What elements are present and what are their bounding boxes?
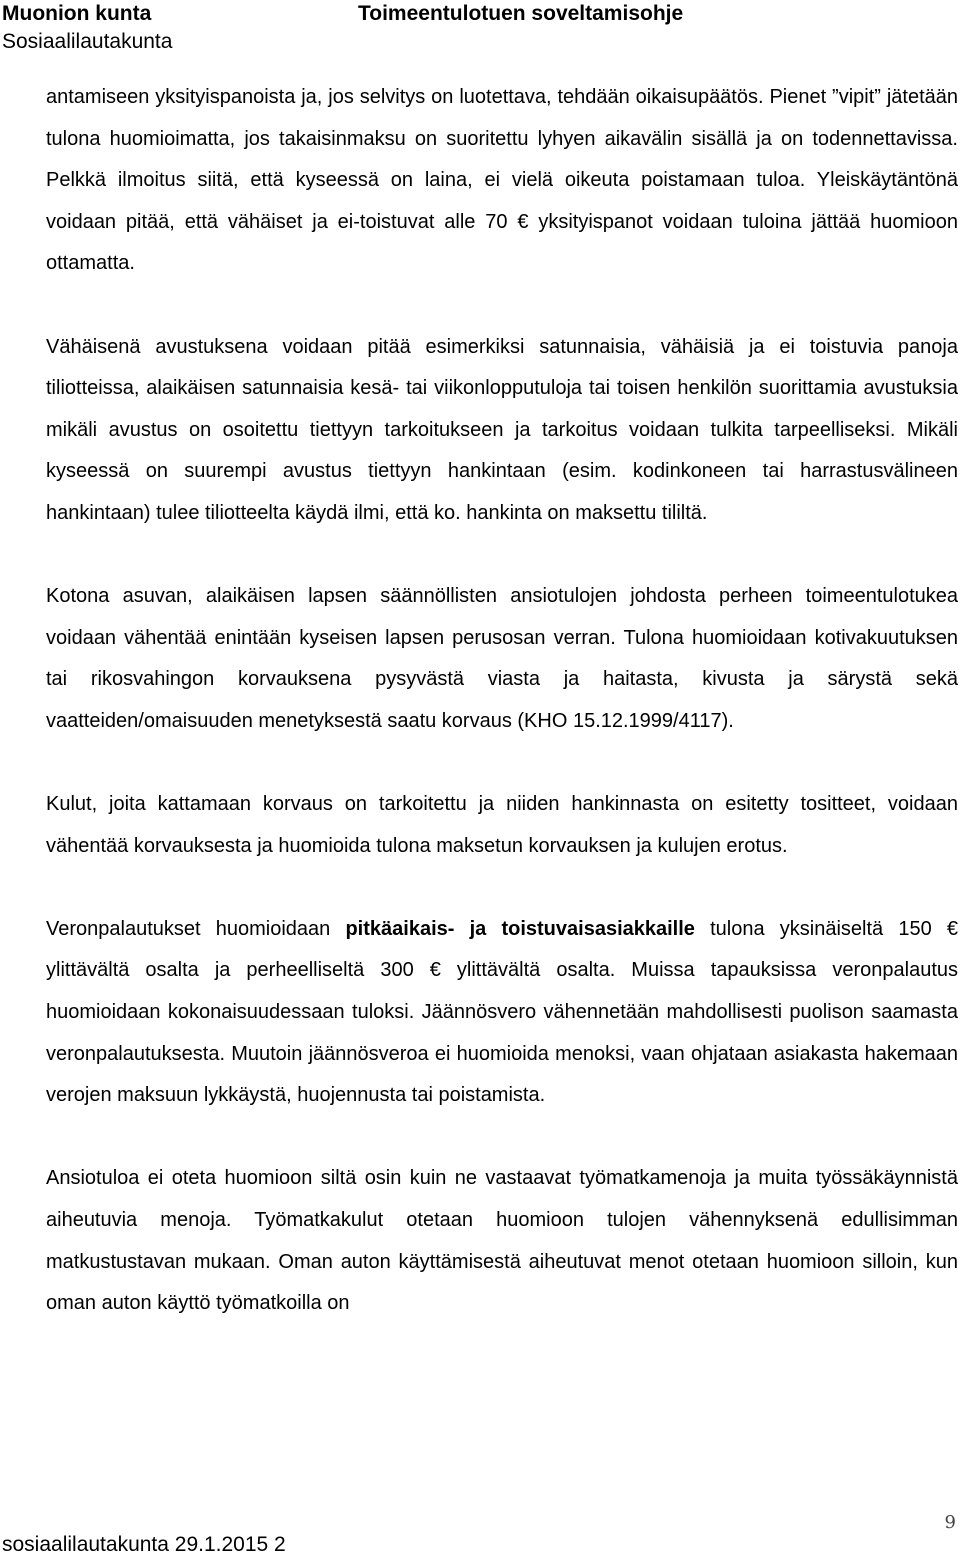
page-footer: sosiaalilautakunta 29.1.2015 2 [2,1533,286,1556]
header-organization: Muonion kunta [2,2,152,25]
paragraph-5 [46,909,958,1117]
paragraph-3: Kotona asuvan, alaikäisen lapsen säännöllisten ansiotulojen johdosta perheen toimeentulotukea voidaan vähentää enintään kyseisen lapsen perusosan verran. Tulona huomioidaan kotivakuutuksen tai rikosvahingon korvauksena pysyvästä viasta ja haitasta, kivusta ja särystä sekä vaatteiden/omaisuuden menetyksestä saatu korvaus (KHO 15.12.1999/4117). [46,585,958,732]
document-body [46,77,958,1325]
paragraph-5-text-end: tulona yksinäiseltä 150 € ylittävältä osalta ja perheelliseltä 300 € ylittävältä osalta. Muissa tapauksissa veronpalautus huomioidaan kokonaisuudessaan tuloksi. Jäännösvero vähennetään mahdollisesti puolison saamasta veronpalautuksesta. Muutoin jäännösveroa ei huomioida menoksi, vaan ohjataan asiakasta hakemaan verojen maksuun lykkäystä, huojennusta tai poistamista. [46,917,958,1107]
paragraph-4: Kulut, joita kattamaan korvaus on tarkoitettu ja niiden hankinnasta on esitetty tositteet, voidaan vähentää korvauksesta ja huomioida tulona maksetun korvauksen ja kulujen erotus. [46,793,958,857]
paragraph-5-bold-text: pitkäaikais- ja toistuvaisasiakkaille [345,917,695,940]
page-number: 9 [944,1512,956,1533]
paragraph-2: Vähäisenä avustuksena voidaan pitää esimerkiksi satunnaisia, vähäisiä ja ei toistuvia panoja tiliotteissa, alaikäisen satunnaisia kesä- tai viikonlopputuloja tai toisen henkilön suorittamia avustuksia mikäli avustus on osoitettu tiettyyn tarkoitukseen ja tarkoitus voidaan tulkita tarpeelliseksi. Mikäli kyseessä on suurempi avustus tiettyyn hankintaan (esim. kodinkoneen tai harrastusvälineen hankintaan) tulee tiliotteelta käydä ilmi, että ko. hankinta on maksettu tililtä. [46,335,958,524]
header-board: Sosiaalilautakunta [2,30,173,53]
paragraph-1: antamiseen yksityispanoista ja, jos selvitys on luotettava, tehdään oikaisupäätös. Pienet ”vipit” jätetään tulona huomioimatta, jos takaisinmaksu on suoritettu lyhyen aikavälin sisällä ja on todennettavissa. Pelkkä ilmoitus siitä, että kyseessä on laina, ei vielä oikeuta poistamaan tuloa. Yleiskäytäntönä voidaan pitää, että vähäiset ja ei-toistuvat alle 70 € yksityispanot voidaan tuloina jättää huomioon ottamatta. [46,86,958,275]
paragraph-5-text-start: Veronpalautukset huomioidaan [46,917,346,940]
paragraph-6: Ansiotuloa ei oteta huomioon siltä osin kuin ne vastaavat työmatkamenoja ja muita työssäkäynnistä aiheutuvia menoja. Työmatkakulut otetaan huomioon tulojen vähennyksenä edullisimman matkustustavan mukaan. Oman auton käyttämisestä aiheutuvat menot otetaan huomioon silloin, kun oman auton käyttö työmatkoilla on [46,1167,958,1315]
header-document-title: Toimeentulotuen soveltamisohje [358,2,684,25]
page-header [0,0,960,60]
